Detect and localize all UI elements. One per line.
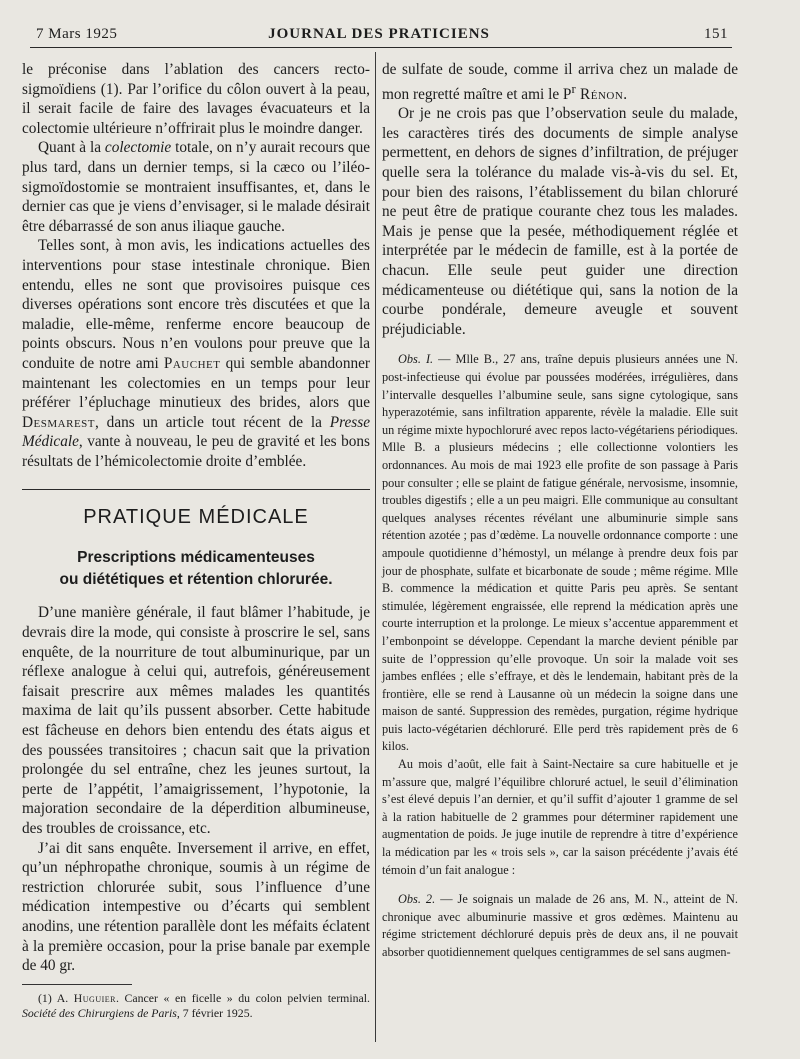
superscript: r: [571, 81, 576, 96]
right-column: [382, 60, 738, 962]
text-run: — Mlle B., 27 ans, traîne depuis plusieurs années une N. post-infectieuse qui évolue par poussées modérées, irrégulières, dans l’intervalle desquelles l’albumine seule, sans signe cytologique, sans hyperazotémie, sans infiltration apparente, révèle la maladie. Elle suit un régime mixte hypochloruré avec repos lacto-végétariens périodiques. Mlle B. a plusieurs médecins ; elle collectionne volontiers les ordonnances. Au mois de mai 1923 elle profite de son passage à Paris pour consulter ; elle se plaint de fatigue générale, nervosisme, insomnie, troubles digestifs ; elle a un peu maigri. Elle communique au consultant quelques analyses récentes révélant une albuminurie simple sans rétention azotée ; pas d’œdème. La nouvelle ordonnance comporte : une ampoule quotidienne d’hémostyl, un mélange à prendre deux fois par jour de phosphate, sulfate et bicarbonate de soude ; même régime. Mlle B. commence la médication et quitte Paris peu après. Se sentant stimulée, légèrement engraissée, elle reprend la médication après une courte interruption et la prolonge. Le mieux s’accentue apparemment et l’embonpoint se développe. Cependant la marche devient pénible par suite de l’oppression qu’elle provoque. Un soir la malade voit ses jambes enflées ; elle s’effraye, et dès le lendemain, habitant près de la frontière, elle se rend à Lausanne où un médecin la soigne dans une maison de santé. Suppression des remèdes, purgation, régime hydrique puis lacto-végétarien déchloruré. Elle perd très rapidement près de 6 kilos.: [382, 352, 738, 754]
paragraph: [22, 236, 370, 471]
observation-1: [382, 351, 738, 756]
left-column: [22, 60, 370, 1021]
observation-heading: Obs. 2.: [398, 892, 436, 907]
observation-heading: Obs. I.: [398, 352, 434, 367]
text-run: qui semble abandonner maintenant les colectomies en un temps pour leur préférer l’épluchage minutieux des brides, alors que: [22, 354, 370, 412]
footnote: [22, 991, 370, 1021]
text-run: , vante à nouveau, le peu de gravité et les bons résultats de l’hémicolectomie droite d’emblée.: [22, 433, 370, 470]
text-run: , 7 février 1925.: [176, 1005, 253, 1020]
section-title: PRATIQUE MÉDICALE: [83, 506, 309, 529]
journal-title: JOURNAL DES PRATICIENS: [268, 26, 490, 42]
paragraph: le préconise dans l’ablation des cancers recto-sigmoïdiens (1). Par l’orifice du côlon ouvert à la peau, il serait facile de faire des lavages évacuateurs et la colectomie ultérieure n’offrirait plus le moindre danger.: [22, 61, 370, 137]
text-run: — Je soignais un malade de 26 ans, M. N., atteint de N. chronique avec albuminurie massive et gros œdèmes. Maintenu au régime strictement déchloruré depuis près de deux ans, il ne pouvait absorber quotidiennement quelques centigrammes de sel sans augmen-: [382, 892, 739, 959]
observation-1-continued: Au mois d’août, elle fait à Saint-Nectaire sa cure habituelle et je m’assure que, malgré l’équilibre chloruré actuel, le seuil d’élimination s’est élevé depuis l’an dernier, et qu’il suffit d’ajouter 1 gramme de sel à la ration habituelle de 2 grammes pour déterminer rapidement une augmentation de poids. Je juge inutile de reprendre à titre d’expérience la médication par les « trois sels », car la saison précédente j’avais été témoin d’un fait analogue :: [382, 757, 738, 877]
running-head: [30, 26, 728, 46]
article-title-line: Prescriptions médicamenteuses: [77, 549, 315, 567]
footnote-rule: [22, 984, 132, 985]
page-number: 151: [704, 26, 728, 42]
article-title: [22, 547, 370, 591]
emphasis: Société des Chirurgiens de Paris: [22, 1005, 177, 1020]
text-run: . Cancer « en ficelle » du colon pelvien terminal.: [116, 990, 370, 1005]
article-title-line: ou diététiques et rétention chlorurée.: [59, 571, 333, 589]
emphasis: Presse Médicale: [22, 413, 370, 451]
text-run: (1) A.: [38, 990, 74, 1005]
spacer: [382, 879, 738, 891]
text-run: .: [623, 85, 628, 103]
text-run: totale, on n’y aurait recours que plus tard, dans un dernier temps, si la cæco ou l’iléo-sigmoïdostomie se montraient insuffisantes, et, dans le dernier cas que je viens d’envisager, si le malade désirait être débarrassé de son anus iliaque gauche.: [22, 139, 371, 235]
header-rule: [30, 47, 732, 48]
text-run: Telles sont, à mon avis, les indications actuelles des interventions pour stase intestinale chronique. Bien entendu, elles ne sont que provisoires puisque ces diverses opérations sont encore très discutées et que la maladie, elle-même, renferme encore beaucoup de points obscurs. Nous n’en voulons pour preuve que la conduite de notre ami: [22, 237, 370, 372]
author-name: Rénon: [575, 85, 624, 103]
section-rule: [22, 489, 370, 490]
column-divider: [375, 52, 376, 1042]
paragraph: J’ai dit sans enquête. Inversement il arrive, en effet, qu’un néphropathe chronique, soumis à un régime de restriction chlorurée subit, sous l’influence d’une médication intempestive ou d’écarts qui semblent anodins, une rétention parallèle dont les méfaits éclatent à la première occasion, pour la prise banale par exemple de 40 gr.: [22, 839, 370, 975]
text-run: de sulfate de soude, comme il arriva chez un malade de mon regretté maître et ami le P: [382, 61, 738, 103]
spacer: [382, 339, 738, 351]
paragraph: [22, 138, 370, 236]
paragraph: Or je ne crois pas que l’observation seule du malade, les caractères tirés des documents de simple analyse permettent, en dehors de signes d’infiltration, de préjuger quelle sera la tolérance du malade vis-à-vis du sel. Et, pour bien des raisons, l’établissement du bilan chloruré ne peut être de pratique courante chez tous les malades. Mais je pense que la pesée, méthodiquement réglée et interprétée par le médecin de famille, est à la portée de chacun. Elle seule peut guider une direction médicamenteuse ou diététique qui, sans la notion de la courbe pondérale, demeure aveugle et souvent préjudiciable.: [382, 105, 738, 338]
text-run: , dans un article tout récent de la: [95, 413, 330, 431]
author-name: Huguier: [73, 990, 116, 1005]
author-name: Desmarest: [22, 413, 96, 431]
author-name: Pauchet: [163, 354, 221, 372]
paragraph: [382, 60, 738, 104]
text-run: Quant à la: [38, 139, 105, 157]
observation-2: [382, 891, 738, 961]
issue-date: 7 Mars 1925: [36, 26, 118, 42]
emphasis: colectomie: [104, 139, 172, 157]
paragraph: D’une manière générale, il faut blâmer l’habitude, je devrais dire la mode, qui consiste à proscrire le sel, sans enquête, de la nourriture de tout albuminurique, par un réflexe analogue à celui qui, autrefois, généreusement faisait prescrire aux mêmes malades les quantités maxima de lait qu’ils pussent absorber. Cette habitude est fâcheuse en dehors bien entendu des états aigus et des poussées transitoires ; chacun sait que la privation prolongée du sel entraîne, chez les jeunes surtout, la perte de l’appétit, l’amaigrissement, l’hypotonie, la majoration secondaire de la déperdition albumineuse, des troubles de croissance, etc.: [22, 604, 370, 837]
